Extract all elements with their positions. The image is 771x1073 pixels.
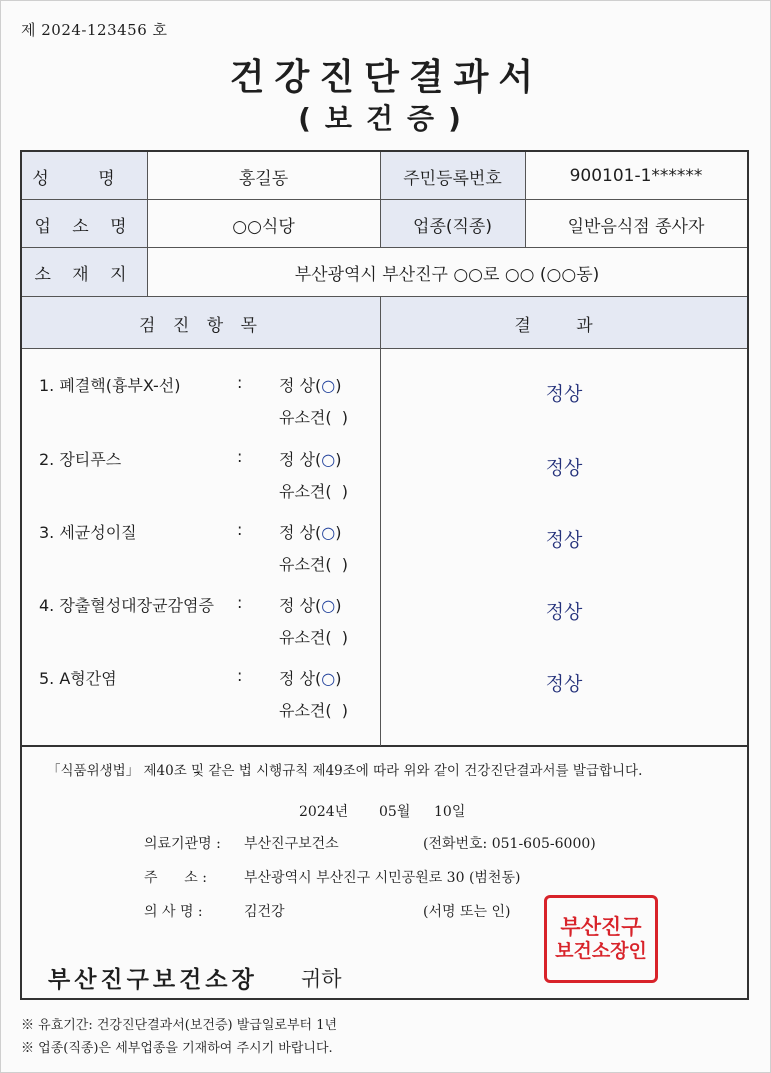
normal-check-mark: ○ xyxy=(321,450,336,469)
rrn-value: 900101-1****** xyxy=(569,166,703,186)
exam-item-colon: : xyxy=(237,593,243,612)
grid-line xyxy=(22,199,747,200)
normal-check-mark: ○ xyxy=(321,376,336,395)
exam-option-normal-close: ) xyxy=(335,596,342,615)
institution-phone: (전화번호: 051-605-6000) xyxy=(423,836,596,852)
exam-result: 정상 xyxy=(545,673,583,695)
grid-line xyxy=(22,247,747,248)
exam-option-normal xyxy=(279,666,341,689)
exam-option-finding: 유소견( ) xyxy=(279,555,349,574)
exam-option-normal-label: 정 상( xyxy=(279,523,322,542)
addressee: 부산진구보건소장 xyxy=(48,967,258,993)
doctor-label: 의 사 명 : xyxy=(144,904,203,920)
exam-result: 정상 xyxy=(545,457,583,479)
grid-line xyxy=(147,152,148,296)
doctor-value: 김건강 xyxy=(244,904,285,920)
exam-item-name: 5. A형간염 xyxy=(39,669,117,688)
exam-option-normal-label: 정 상( xyxy=(279,596,322,615)
institution-label: 의료기관명 : xyxy=(144,836,221,852)
name-value: 홍길동 xyxy=(238,168,289,189)
issuance-statement: 「식품위생법」 제40조 및 같은 법 시행규칙 제49조에 따라 위와 같이 건강진단결과서를 발급합니다. xyxy=(47,763,643,779)
exam-item-name: 4. 장출혈성대장균감염증 xyxy=(39,596,214,615)
address-label: 소 재 지 xyxy=(22,248,147,297)
exam-item-colon: : xyxy=(237,666,243,685)
document-number: 제 2024-123456 호 xyxy=(21,21,168,39)
exam-option-finding: 유소견( ) xyxy=(279,482,349,501)
validity-note: ※ 유효기간: 건강진단결과서(보건증) 발급일로부터 1년 xyxy=(21,1018,338,1033)
exam-option-normal-close: ) xyxy=(335,523,342,542)
business-label: 업 소 명 xyxy=(22,200,147,248)
exam-result: 정상 xyxy=(545,601,583,623)
exam-option-normal-label: 정 상( xyxy=(279,450,322,469)
name-label: 성 명 xyxy=(22,152,147,200)
normal-check-mark: ○ xyxy=(321,669,336,688)
normal-check-mark: ○ xyxy=(321,596,336,615)
exam-item-name: 1. 폐결핵(흉부X-선) xyxy=(39,376,181,395)
business-value: ○○식당 xyxy=(232,216,295,237)
addressee-suffix: 귀하 xyxy=(301,967,342,991)
institution-value: 부산진구보건소 xyxy=(244,836,339,852)
seal-line2: 보건소장인 xyxy=(555,940,647,963)
grid-line xyxy=(525,152,526,248)
exam-option-finding: 유소견( ) xyxy=(279,701,349,720)
exam-option-finding: 유소견( ) xyxy=(279,628,349,647)
exam-option-normal xyxy=(279,593,341,616)
document-title: 건강진단결과서 xyxy=(229,57,544,98)
job-label: 업종(직종) xyxy=(380,200,525,248)
signature-note: (서명 또는 인) xyxy=(423,904,511,920)
grid-line xyxy=(22,745,747,747)
issue-day: 10일 xyxy=(434,804,466,820)
exam-item-colon: : xyxy=(237,373,243,392)
exam-option-normal-close: ) xyxy=(335,376,342,395)
exam-option-finding: 유소견( ) xyxy=(279,408,349,427)
exam-option-normal-close: ) xyxy=(335,669,342,688)
seal-line1: 부산진구 xyxy=(560,915,642,939)
institution-address-label: 주 소 : xyxy=(144,870,207,886)
grid-line xyxy=(22,296,747,297)
grid-line xyxy=(22,348,747,349)
job-value: 일반음식점 종사자 xyxy=(567,216,705,237)
grid-line xyxy=(380,152,381,248)
exam-item-name: 2. 장티푸스 xyxy=(39,450,122,469)
document-subtitle: (보건증) xyxy=(298,102,475,135)
normal-check-mark: ○ xyxy=(321,523,336,542)
address-value: 부산광역시 부산진구 ○○로 ○○ (○○동) xyxy=(294,265,600,285)
rrn-label: 주민등록번호 xyxy=(380,152,525,200)
institution-address-value: 부산광역시 부산진구 시민공원로 30 (범천동) xyxy=(244,870,521,886)
exam-option-normal xyxy=(279,373,341,396)
exam-item-colon: : xyxy=(237,520,243,539)
exam-option-normal-label: 정 상( xyxy=(279,376,322,395)
exam-option-normal xyxy=(279,520,341,543)
job-type-note: ※ 업종(직종)은 세부업종을 기재하여 주시기 바랍니다. xyxy=(21,1041,333,1056)
official-seal xyxy=(544,895,658,983)
exam-result: 정상 xyxy=(545,529,583,551)
exam-option-normal-label: 정 상( xyxy=(279,669,322,688)
exam-option-normal-close: ) xyxy=(335,450,342,469)
issue-year: 2024년 xyxy=(299,804,349,820)
exam-option-normal xyxy=(279,447,341,470)
exam-items-header: 검 진 항 목 xyxy=(22,297,380,349)
exam-result: 정상 xyxy=(545,383,583,405)
exam-item-colon: : xyxy=(237,447,243,466)
issue-month: 05월 xyxy=(379,804,411,820)
result-header: 결 과 xyxy=(380,297,747,349)
exam-item-name: 3. 세균성이질 xyxy=(39,523,137,542)
